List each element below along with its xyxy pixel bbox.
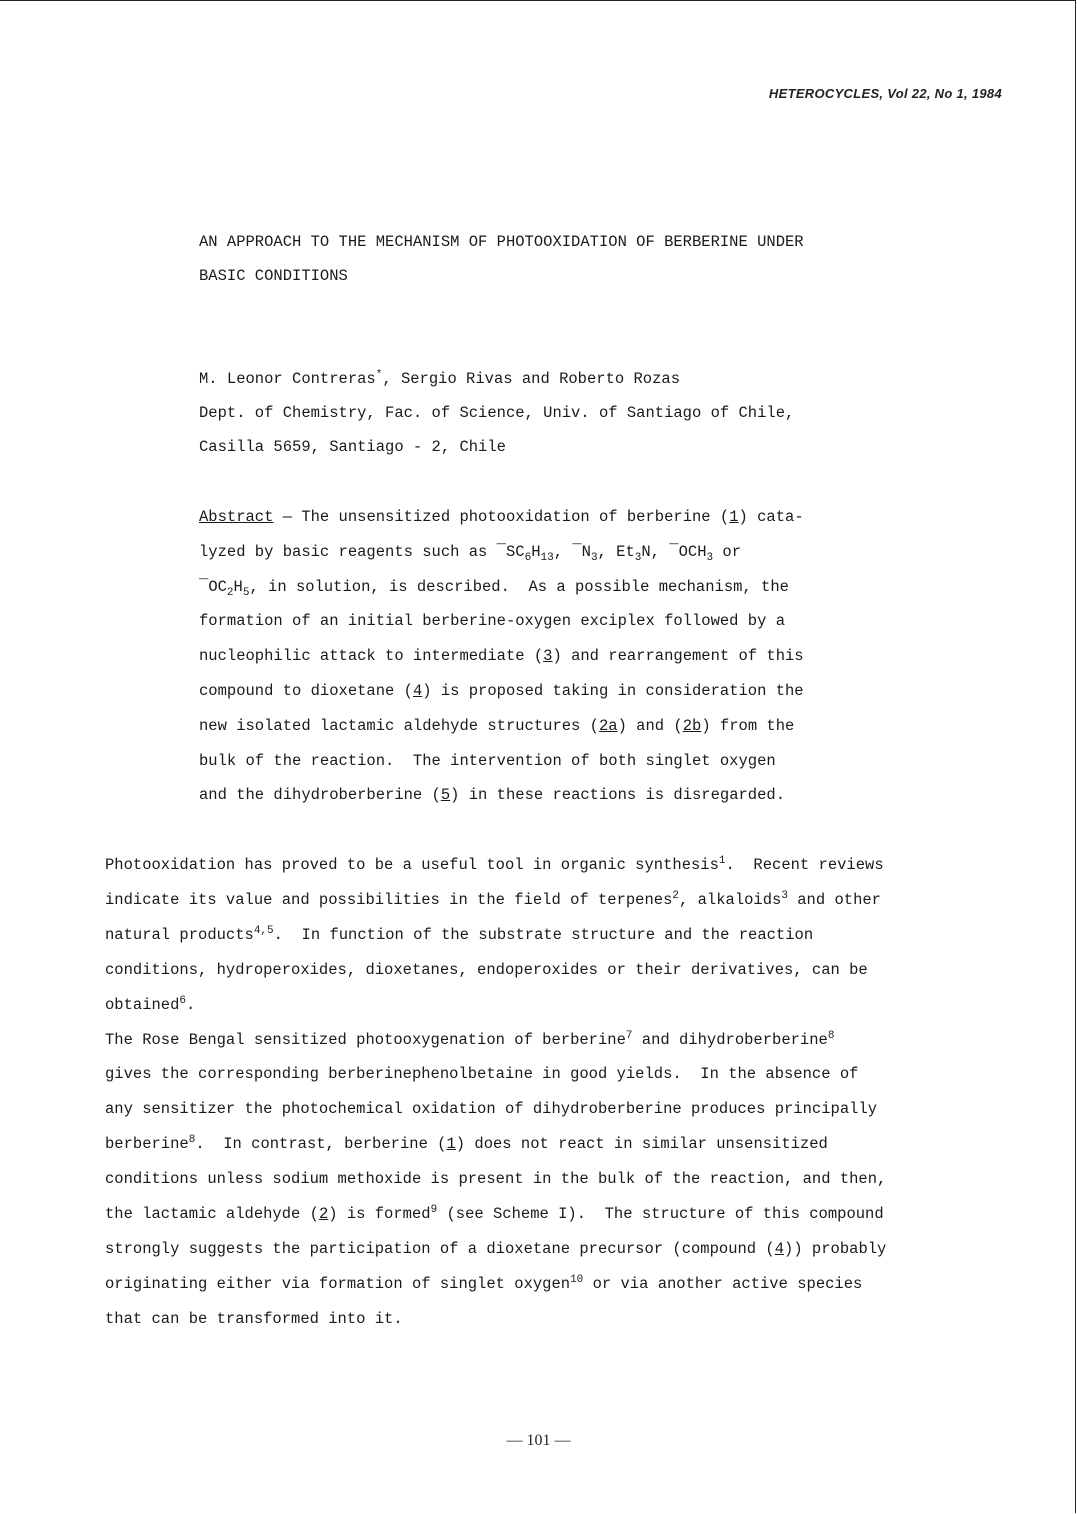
citation: 6 bbox=[179, 994, 187, 1007]
body-text bbox=[105, 848, 985, 1337]
body-line: gives the corresponding berberinephenolbetaine in good yields. In the absence of bbox=[105, 1065, 859, 1084]
body-line: originating either via formation of singlet oxygen$^{10}$ or via another active species bbox=[105, 1273, 863, 1293]
compound-ref: 3 bbox=[543, 647, 553, 666]
abstract-line: formation of an initial berberine-oxygen exciplex followed by a bbox=[199, 612, 785, 631]
title-line-2: BASIC CONDITIONS bbox=[199, 267, 348, 285]
abstract-line: lyzed by basic reagents such as $¯SC_6H_{13}$, $¯N_3$, $Et_3N$, $¯OCH_3$ or bbox=[199, 542, 742, 564]
citation: 4,5 bbox=[253, 924, 274, 937]
citation: 3 bbox=[781, 889, 788, 902]
citation: 1 bbox=[718, 855, 726, 867]
page-number: — 101 — bbox=[506, 1432, 571, 1449]
abstract-line: compound to dioxetane (4) is proposed taking in consideration the bbox=[199, 681, 804, 700]
citation: 8 bbox=[827, 1029, 835, 1042]
abstract-line: Abstract — The unsensitized photooxidation of berberine (1) cata- bbox=[199, 508, 804, 526]
journal-header: HETEROCYCLES, Vol 22, No 1, 1984 bbox=[768, 86, 1002, 101]
abstract bbox=[199, 500, 899, 813]
body-line: natural products$^{4,5}$. In function of the substrate structure and the reaction bbox=[105, 924, 814, 944]
body-line: strongly suggests the participation of a dioxetane precursor (compound (4)) probably bbox=[105, 1239, 887, 1258]
citation: 10 bbox=[570, 1273, 584, 1286]
compound-ref: 2 bbox=[318, 1205, 329, 1224]
body-line: conditions, hydroperoxides, dioxetanes, endoperoxides or their derivatives, can be bbox=[105, 960, 868, 979]
citation: 2 bbox=[672, 889, 680, 902]
compound-ref: 2a bbox=[598, 716, 618, 735]
affiliation-line-2: Casilla 5659, Santiago - 2, Chile bbox=[199, 438, 506, 456]
title-line-1: AN APPROACH TO THE MECHANISM OF PHOTOOXIDATION OF BERBERINE UNDER bbox=[199, 233, 804, 251]
body-line: indicate its value and possibilities in the field of terpenes$^2$, alkaloids$^3$ and other bbox=[105, 889, 881, 909]
body-line: berberine$^8$. In contrast, berberine (1) does not react in similar unsensitized bbox=[105, 1134, 828, 1154]
abstract-line: new isolated lactamic aldehyde structures (2a) and (2b) from the bbox=[199, 716, 795, 735]
paper-title bbox=[199, 225, 899, 293]
abstract-line: nucleophilic attack to intermediate (3) and rearrangement of this bbox=[199, 647, 804, 666]
compound-ref: 1 bbox=[729, 508, 739, 526]
citation: 7 bbox=[625, 1029, 633, 1042]
compound-ref: 4 bbox=[412, 681, 423, 700]
body-line: The Rose Bengal sensitized photooxygenation of berberine$^7$ and dihydroberberine$^8$ bbox=[105, 1029, 835, 1049]
author-line bbox=[199, 362, 919, 396]
compound-ref: 2b bbox=[682, 716, 702, 735]
coauthors: , Sergio Rivas and Roberto Rozas bbox=[382, 370, 680, 388]
citation: 8 bbox=[188, 1134, 196, 1147]
abstract-line: and the dihydroberberine (5) in these reactions is disregarded. bbox=[199, 786, 786, 805]
body-line: Photooxidation has proved to be a useful tool in organic synthesis$^1$. Recent reviews bbox=[105, 855, 884, 874]
author-block bbox=[199, 362, 919, 464]
compound-ref: 4 bbox=[774, 1239, 785, 1258]
body-line: any sensitizer the photochemical oxidation of dihydroberberine produces principally bbox=[105, 1100, 878, 1119]
body-line: that can be transformed into it. bbox=[105, 1309, 403, 1328]
abstract-label: Abstract bbox=[199, 508, 274, 526]
abstract-line: $¯OC_2H_5$, in solution, is described. As a possible mechanism, the bbox=[199, 577, 789, 599]
citation: 9 bbox=[430, 1204, 438, 1217]
body-line: the lactamic aldehyde (2) is formed$^9$ (see Scheme I). The structure of this compound bbox=[105, 1204, 884, 1224]
body-line: obtained$^6$. bbox=[105, 994, 196, 1014]
body-line: conditions unless sodium methoxide is present in the bulk of the reaction, and then, bbox=[105, 1170, 887, 1189]
compound-ref: 1 bbox=[446, 1135, 456, 1154]
compound-ref: 5 bbox=[440, 786, 451, 805]
abstract-line: bulk of the reaction. The intervention of both singlet oxygen bbox=[199, 751, 776, 770]
affiliation-line-1: Dept. of Chemistry, Fac. of Science, Univ. of Santiago of Chile, bbox=[199, 404, 795, 422]
first-author: M. Leonor Contreras bbox=[199, 370, 376, 388]
corresponding-author-mark: * bbox=[375, 369, 383, 381]
